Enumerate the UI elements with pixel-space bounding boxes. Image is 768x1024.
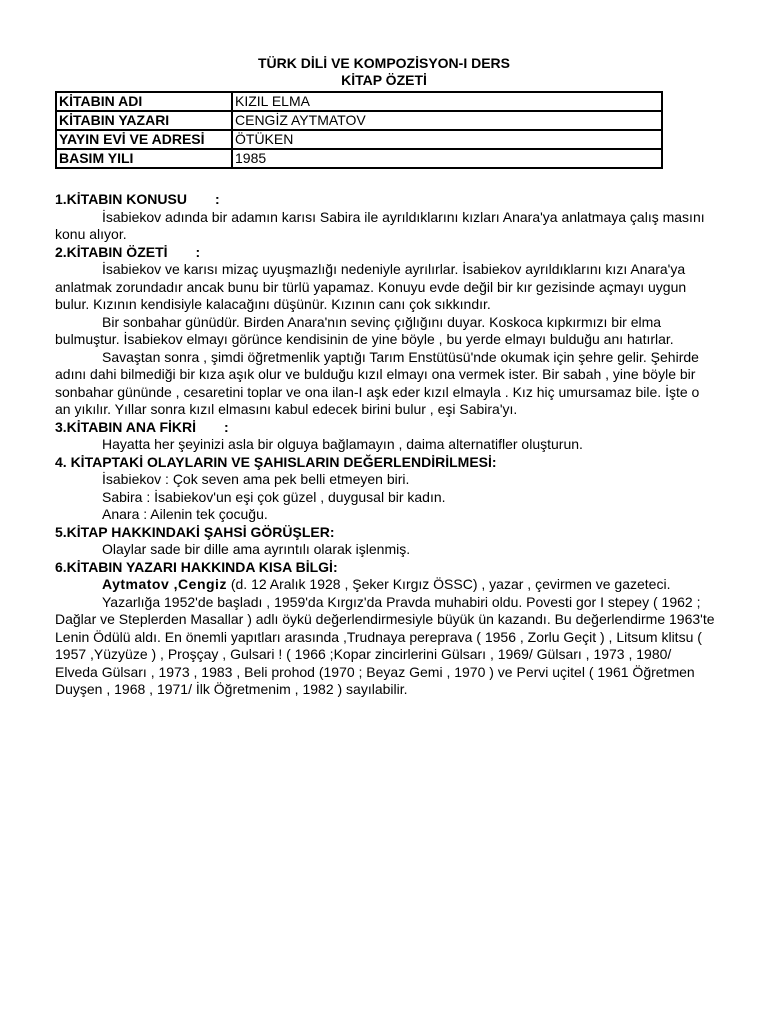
author-intro: (d. 12 Aralık 1928 , Şeker Kırgız ÖSSC) , yazar , çevirmen ve gazeteci. — [226, 576, 671, 592]
list-item: İsabiekov : Çok seven ama pek belli etmeyen biri. — [102, 471, 410, 487]
info-key-year: BASIM YILI — [56, 149, 232, 168]
heading-colon: : — [224, 418, 229, 435]
paragraph: Savaştan sonra , şimdi öğretmenlik yaptığı Tarım Enstütüsü'nde okumak için şehre gelir. Şehirde adını dahi bilmediği bir kıza aşık olur ve bulduğu kızıl elmayı ona vermek ister. Bir sabah , yine böyle bir sonbahar gününde , cesaretini toplar ve ona ilan-I aşk eder kızıl elmayla . Kız hiç umursamaz bile. İşte o an yıkılır. Yıllar sonra kızıl elmasını kabul edecek birini bulur , eşi Sabira'yı. — [55, 348, 700, 417]
info-value-author: CENGİZ AYTMATOV — [232, 111, 662, 130]
info-value-title: KIZIL ELMA — [232, 92, 662, 111]
paragraph: İsabiekov adında bir adamın karısı Sabira ile ayrıldıklarını kızları Anara'ya anlatmaya çalış masını konu alıyor. — [55, 208, 705, 242]
section-heading-topic — [55, 191, 715, 209]
info-key-author: KİTABIN YAZARI — [56, 111, 232, 130]
document-title: TÜRK DİLİ VE KOMPOZİSYON-I DERS — [257, 55, 510, 71]
heading-text: 3.KİTABIN ANA FİKRİ — [55, 418, 197, 435]
list-item: Anara : Ailenin tek çocuğu. — [102, 506, 268, 522]
section-heading-author: 6.KİTABIN YAZARI HAKKINDA KISA BİLGİ: — [55, 558, 338, 575]
paragraph: İsabiekov ve karısı mizaç uyuşmazlığı nedeniyle ayrılırlar. İsabiekov ayrıldıklarını kızı Anara'ya anlatmak zorundadır ancak bunu bir türlü yapamaz. Konuyu evde değil bir kır gezisinde açmayı uygun bulur. Kızının kendisiyle kalacağını düşünür. Kızının canı çok sıkkındır. — [55, 261, 687, 312]
table-row — [56, 111, 662, 130]
list-item: Sabira : İsabiekov'un eşi çok güzel , duygusal bir kadın. — [102, 488, 446, 505]
paragraph: Yazarlığa 1952'de başladı , 1959'da Kırgız'da Pravda muhabiri oldu. Povesti gor I stepey ( 1962 ; Dağlar ve Steplerden Masallar ) adlı öykü değerlendirmesiyle büyük ün kazandı. Bu değerlendirme 1963'te Lenin Ödülü aldı. En önemli yapıtları arasında ,Trudnaya pereprava ( 1956 , Zorlu Geçit ) , Litsum klitsu ( 1957 ,Yüzyüze ) , Proşçay , Gulsari ! ( 1966 ;Kopar zincirlerini Gülsarı , 1969/ Gülsarı , 1973 , 1980/ Elveda Gülsarı , 1973 , 1983 , Beli prohod (1970 ; Beyaz Gemi , 1970 ) ve Pervi uçitel ( 1961 Öğretmen Duyşen , 1968 , 1971/ İlk Öğretmenim , 1982 ) sayılabilir. — [55, 593, 715, 697]
table-row — [56, 92, 662, 111]
info-key-publisher: YAYIN EVİ VE ADRESİ — [56, 130, 232, 149]
document-subtitle: KİTAP ÖZETİ — [341, 72, 427, 88]
heading-text: 1.KİTABIN KONUSU — [55, 191, 187, 207]
paragraph — [55, 576, 715, 594]
heading-text: 2.KİTABIN ÖZETİ — [55, 243, 168, 260]
heading-colon: : — [214, 191, 220, 207]
table-row — [56, 149, 662, 168]
info-value-year: 1985 — [232, 149, 662, 168]
info-value-publisher: ÖTÜKEN — [232, 130, 662, 149]
document-body — [55, 191, 715, 699]
section-heading-summary — [55, 244, 715, 262]
info-key-title: KİTABIN ADI — [56, 92, 232, 111]
table-row — [56, 130, 662, 149]
section-heading-opinions: 5.KİTAP HAKKINDAKİ ŞAHSİ GÖRÜŞLER: — [55, 523, 335, 540]
paragraph: Hayatta her şeyinizi asla bir olguya bağlamayın , daima alternatifler oluşturun. — [102, 436, 583, 452]
section-heading-characters: 4. KİTAPTAKİ OLAYLARIN VE ŞAHISLARIN DEĞERLENDİRİLMESİ: — [55, 453, 497, 470]
heading-colon: : — [195, 243, 201, 260]
paragraph: Olaylar sade bir dille ama ayrıntılı olarak işlenmiş. — [102, 541, 411, 557]
section-heading-main-idea — [55, 419, 715, 437]
author-name: Aytmatov ,Cengiz — [102, 576, 227, 592]
paragraph: Bir sonbahar günüdür. Birden Anara'nın sevinç çığlığını duyar. Koskoca kıpkırmızı bir elma bulmuştur. İsabiekov elmayı görünce kendisinin de yine böyle , bu yerde elmayı bulduğu anı hatırlar. — [55, 313, 674, 347]
book-info-table — [55, 91, 663, 169]
